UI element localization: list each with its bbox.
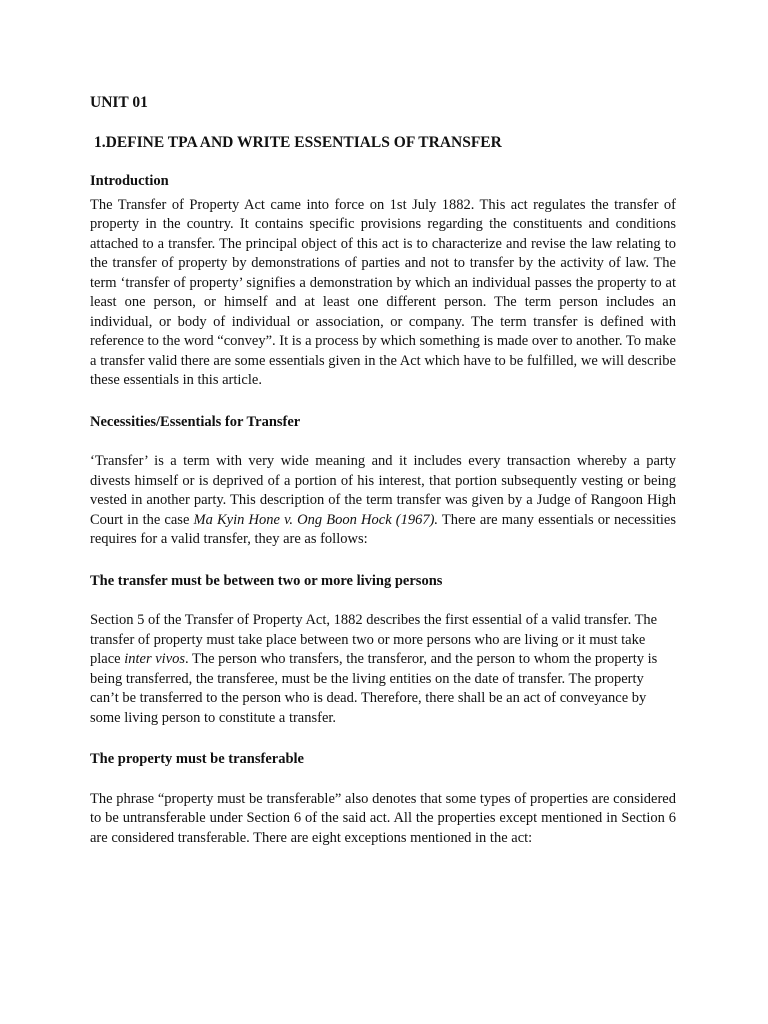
document-body	[90, 92, 676, 870]
transferable-paragraph: The phrase “property must be transferable” also denotes that some types of properties are considered to be untransferable under Section 6 of the said act. All the properties except mentioned in Section 6 are considered transferable. There are eight exceptions mentioned in the act:	[90, 790, 676, 846]
inter-vivos-term: inter vivos	[124, 651, 186, 667]
introduction-paragraph: The Transfer of Property Act came into force on 1st July 1882. This act regulates the transfer of property in the country. It contains specific provisions regarding the constituents and conditions attached to a transfer. The principal object of this act is to characterize and revise the law relating to the transfer of property by demonstrations of parties and not to transfer by the activity of law. The term ‘transfer of property’ signifies a demonstration by which an individual passes the property to at least one person, or himself and at least one different person. The term person includes an individual, or body of individual or association, or company. The term transfer is defined with reference to the word “convey”. It is a process by which something is made over to another. To make a transfer valid there are some essentials given in the Act which have to be fulfilled, we will describe these essentials in this article.	[90, 196, 676, 388]
living-persons-paragraph	[90, 611, 676, 728]
case-citation: Ma Kyin Hone v. Ong Boon Hock (1967).	[193, 511, 439, 528]
necessities-heading: Necessities/Essentials for Transfer	[90, 413, 301, 430]
necessities-text-after-case: There are many essentials or necessities requires for a valid transfer, they are as follows:	[90, 511, 677, 547]
introduction-heading: Introduction	[90, 173, 169, 189]
living-persons-text-before-italic: Section 5 of the Transfer of Property Act, 1882 describes the first essential of a valid transfer. The transfer of property must take place between two or more persons who are living or it must take place	[90, 612, 658, 667]
living-persons-text-after-italic: . The person who transfers, the transferor, and the person to whom the property is being transferred, the transferee, must be the living entities on the date of transfer. The property can’t be transferred to the person who is dead. Therefore, there shall be an act of conveyance by some living person to constitute a transfer.	[90, 651, 658, 726]
necessities-paragraph	[90, 452, 676, 550]
living-persons-heading: The transfer must be between two or more living persons	[90, 572, 443, 589]
document-title: 1.DEFINE TPA AND WRITE ESSENTIALS OF TRANSFER	[94, 134, 502, 151]
unit-label: UNIT 01	[90, 94, 148, 111]
transferable-heading: The property must be transferable	[90, 751, 304, 767]
necessities-text-before-case: ‘Transfer’ is a term with very wide meaning and it includes every transaction whereby a party divests himself or is deprived of a portion of his interest, that portion subsequently vesting or being vested in another party. This description of the term transfer was given by a Judge of Rangoon High Court in the case	[90, 453, 676, 528]
